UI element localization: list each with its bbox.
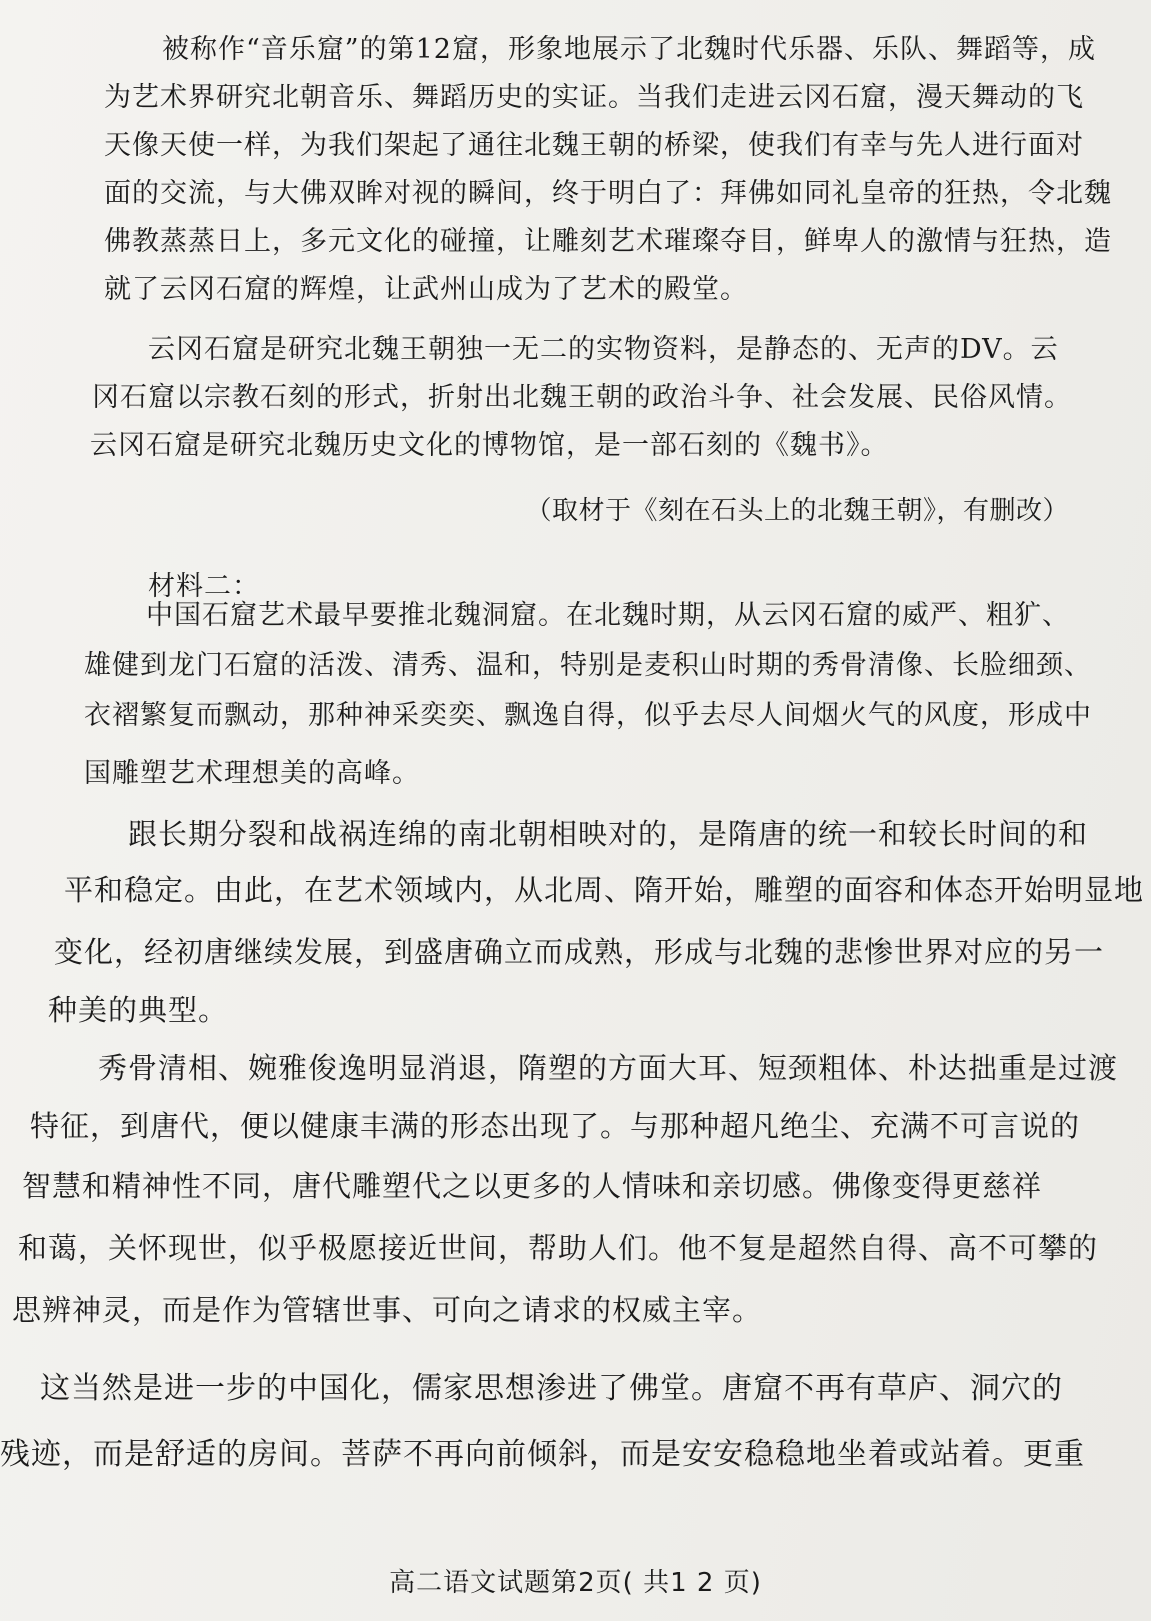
text-line: 平和稳定。由此，在艺术领域内，从北周、隋开始，雕塑的面容和体态开始明显地	[64, 873, 1145, 907]
text-line: 冈石窟以宗教石刻的形式，折射出北魏王朝的政治斗争、社会发展、民俗风情。	[92, 382, 1072, 413]
material-two-heading: 材料二：	[148, 571, 260, 602]
text-line: 为艺术界研究北朝音乐、舞蹈历史的实证。当我们走进云冈石窟，漫天舞动的飞	[104, 82, 1084, 113]
page-footer: 高二语文试题第2页( 共1 2 页)	[389, 1568, 762, 1598]
text-line: 种美的典型。	[48, 993, 229, 1027]
text-line: 特征，到唐代，便以健康丰满的形态出现了。与那种超凡绝尘、充满不可言说的	[30, 1109, 1081, 1143]
text-line: 被称作“音乐窟”的第12窟，形象地展示了北魏时代乐器、乐队、舞蹈等，成	[162, 34, 1096, 65]
text-line: 云冈石窟是研究北魏历史文化的博物馆，是一部石刻的《魏书》。	[90, 430, 889, 461]
text-line: 佛教蒸蒸日上，多元文化的碰撞，让雕刻艺术璀璨夺目，鲜卑人的激情与狂热，造	[104, 226, 1112, 257]
text-line: 残迹，而是舒适的房间。菩萨不再向前倾斜，而是安安稳稳地坐着或站着。更重	[0, 1437, 1085, 1472]
text-line: 面的交流，与大佛双眸对视的瞬间，终于明白了：拜佛如同礼皇帝的狂热，令北魏	[104, 178, 1112, 209]
source-citation: （取材于《刻在石头上的北魏王朝》，有删改）	[525, 496, 1069, 526]
text-line: 秀骨清相、婉雅俊逸明显消退，隋塑的方面大耳、短颈粗体、朴达拙重是过渡	[98, 1051, 1119, 1085]
text-line: 衣褶繁复而飘动，那种神采奕奕、飘逸自得，似乎去尽人间烟火气的风度，形成中	[84, 700, 1092, 731]
text-line: 这当然是进一步的中国化，儒家思想渗进了佛堂。唐窟不再有草庐、洞穴的	[40, 1371, 1063, 1406]
text-line: 云冈石窟是研究北魏王朝独一无二的实物资料，是静态的、无声的DV。云	[148, 334, 1059, 365]
text-line: 就了云冈石窟的辉煌，让武州山成为了艺术的殿堂。	[104, 274, 748, 305]
text-line: 雄健到龙门石窟的活泼、清秀、温和，特别是麦积山时期的秀骨清像、长脸细颈、	[84, 650, 1092, 681]
text-line: 智慧和精神性不同，唐代雕塑代之以更多的人情味和亲切感。佛像变得更慈祥	[22, 1169, 1043, 1203]
text-line: 思辨神灵，而是作为管辖世事、可向之请求的权威主宰。	[12, 1293, 763, 1327]
text-line: 和蔼，关怀现世，似乎极愿接近世间，帮助人们。他不复是超然自得、高不可攀的	[18, 1231, 1099, 1265]
text-line: 中国石窟艺术最早要推北魏洞窟。在北魏时期，从云冈石窟的威严、粗犷、	[146, 600, 1070, 631]
text-line: 变化，经初唐继续发展，到盛唐确立而成熟，形成与北魏的悲惨世界对应的另一	[54, 935, 1105, 969]
text-line: 国雕塑艺术理想美的高峰。	[84, 758, 420, 789]
text-line: 天像天使一样，为我们架起了通往北魏王朝的桥梁，使我们有幸与先人进行面对	[104, 130, 1084, 161]
text-line: 跟长期分裂和战祸连绵的南北朝相映对的，是隋唐的统一和较长时间的和	[128, 817, 1089, 851]
